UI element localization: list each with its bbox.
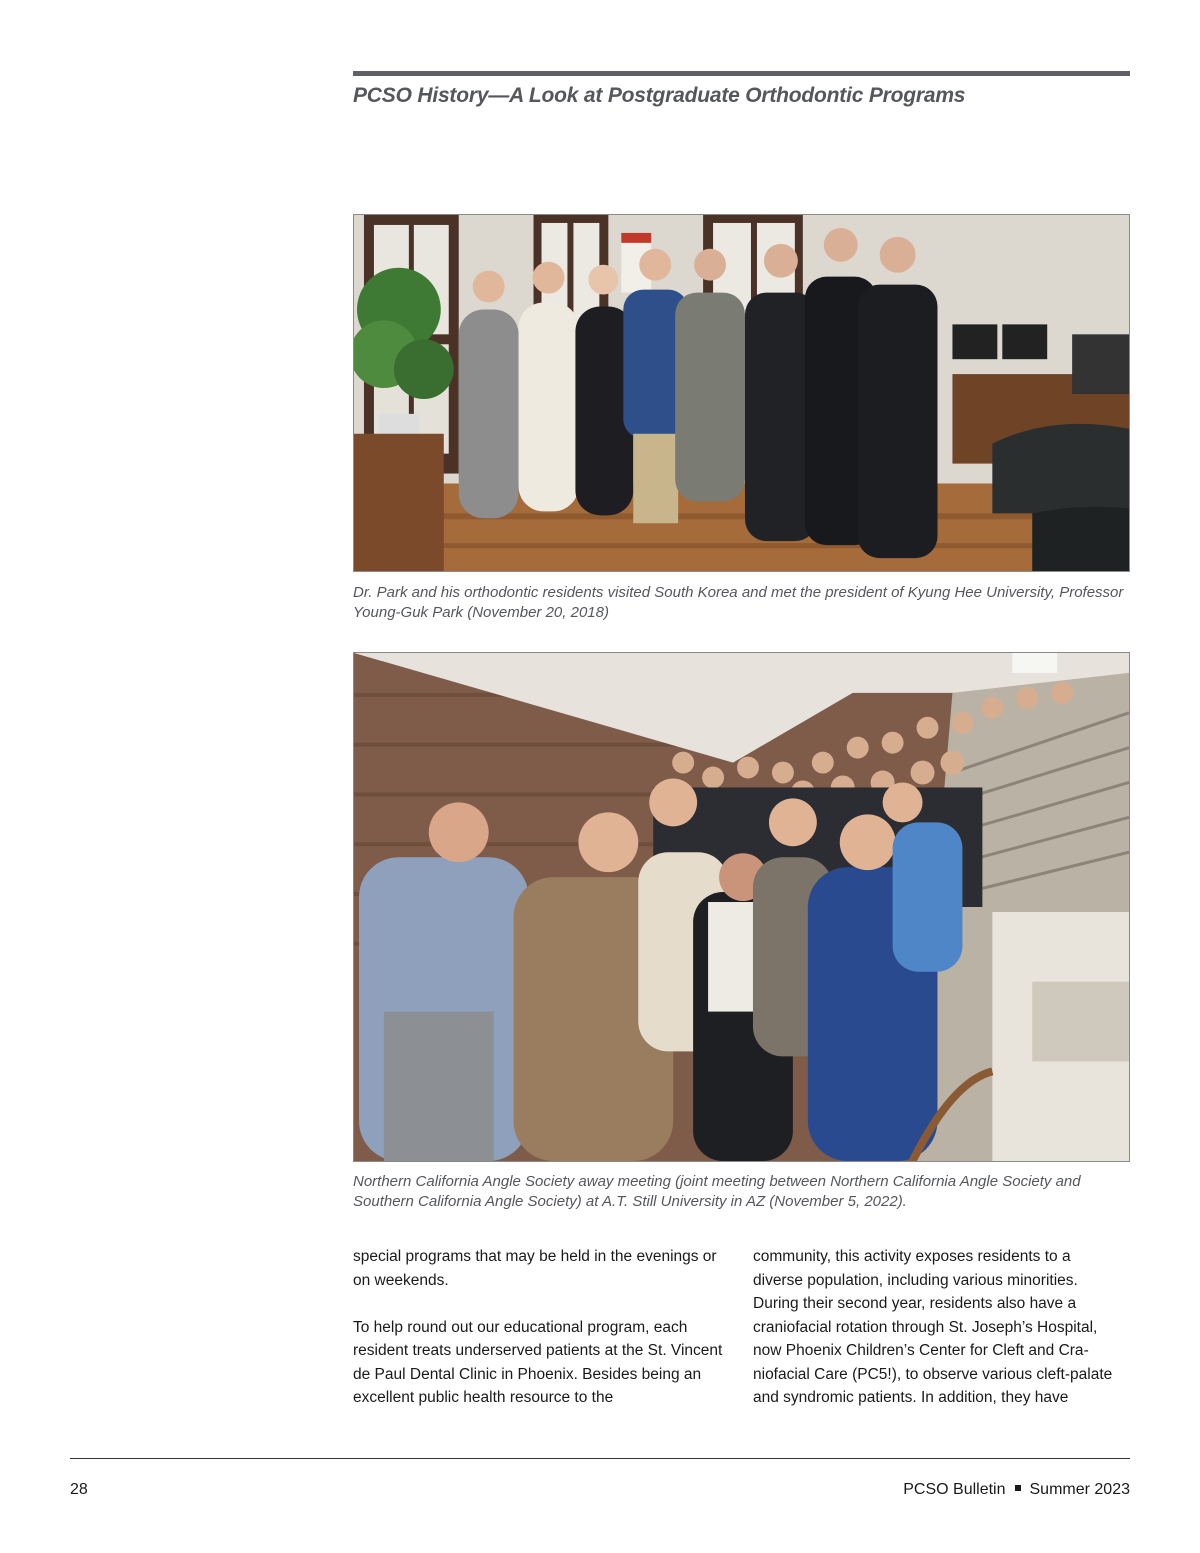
publication-name: PCSO Bulletin	[903, 1481, 1006, 1498]
body-column-right	[753, 1245, 1123, 1433]
body-column-left	[353, 1245, 723, 1433]
photo-kyung-hee-visit	[353, 214, 1130, 572]
page-number: 28	[70, 1481, 88, 1498]
section-title: PCSO History—A Look at Postgraduate Orthodontic Programs	[353, 84, 966, 107]
square-bullet-icon	[1015, 1485, 1021, 1491]
figure-caption: Northern California Angle Society away meeting (joint meeting between Northern California Angle Society and Southern California Angle Society) at A.T. Still University in AZ (November 5, 2022).	[353, 1173, 1081, 1210]
body-paragraph: community, this activity exposes residents to a diverse population, including various minorities. During their second year, residents also have a craniofacial rotation through St. Joseph’s Hospital, now Phoenix Children’s Center for Cleft and Craniofacial Care (PC5!), to observe various cleft-palate and syndromic patients. In addition, they have	[753, 1248, 1113, 1406]
footer-rule	[70, 1458, 1130, 1459]
body-paragraph: special programs that may be held in the evenings or on weekends.	[353, 1248, 717, 1289]
issue-label: Summer 2023	[1029, 1481, 1130, 1498]
figure-caption: Dr. Park and his orthodontic residents visited South Korea and met the president of Kyung Hee University, Professor Young-Guk Park (November 20, 2018)	[353, 584, 1124, 621]
publication-footer	[903, 1481, 1130, 1499]
body-paragraph: To help round out our educational program, each resident treats underserved patients at the St. Vincent de Paul Dental Clinic in Phoenix. Besides being an excellent public health resource to the	[353, 1318, 723, 1406]
photo-angle-society-meeting	[353, 652, 1130, 1162]
header-rule	[353, 71, 1130, 76]
